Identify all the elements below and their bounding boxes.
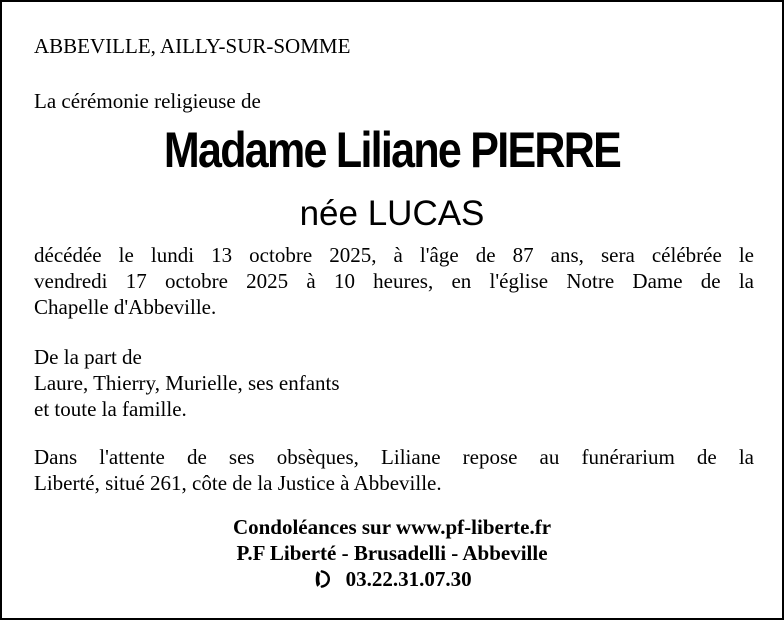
rest-line-1: Dans l'attente de ses obsèques, Liliane repose au funérarium de la: [34, 445, 754, 469]
condolences-link[interactable]: Condoléances sur www.pf-liberte.fr: [232, 515, 552, 539]
rest-line-2: Liberté, situé 261, côte de la Justice à Abbeville.: [34, 471, 442, 495]
deceased-name: Madame Liliane PIERRE: [163, 122, 621, 178]
location-header: ABBEVILLE, AILLY-SUR-SOMME: [34, 34, 351, 58]
funeral-home-paragraph: [34, 444, 754, 496]
funeral-company: P.F Liberté - Brusadelli - Abbeville: [236, 541, 548, 565]
family-line-2: Laure, Thierry, Murielle, ses enfants: [34, 371, 340, 395]
phone-number[interactable]: 03.22.31.07.30: [345, 567, 472, 591]
ceremony-intro: La cérémonie religieuse de: [34, 89, 261, 113]
death-line-2: vendredi 17 octobre 2025 à 10 heures, en l'église Notre Dame de la: [34, 269, 754, 293]
family-line-1: De la part de: [34, 345, 142, 369]
death-line-1: décédée le lundi 13 octobre 2025, à l'âge de 87 ans, sera célébrée le: [34, 243, 754, 267]
death-line-3: Chapelle d'Abbeville.: [34, 295, 217, 319]
phone-contact[interactable]: [2, 566, 782, 592]
family-paragraph: [34, 344, 754, 422]
death-announcement-paragraph: [34, 242, 754, 320]
family-line-3: et toute la famille.: [34, 397, 187, 421]
maiden-name: née LUCAS: [299, 194, 485, 233]
phone-icon: [312, 569, 332, 589]
